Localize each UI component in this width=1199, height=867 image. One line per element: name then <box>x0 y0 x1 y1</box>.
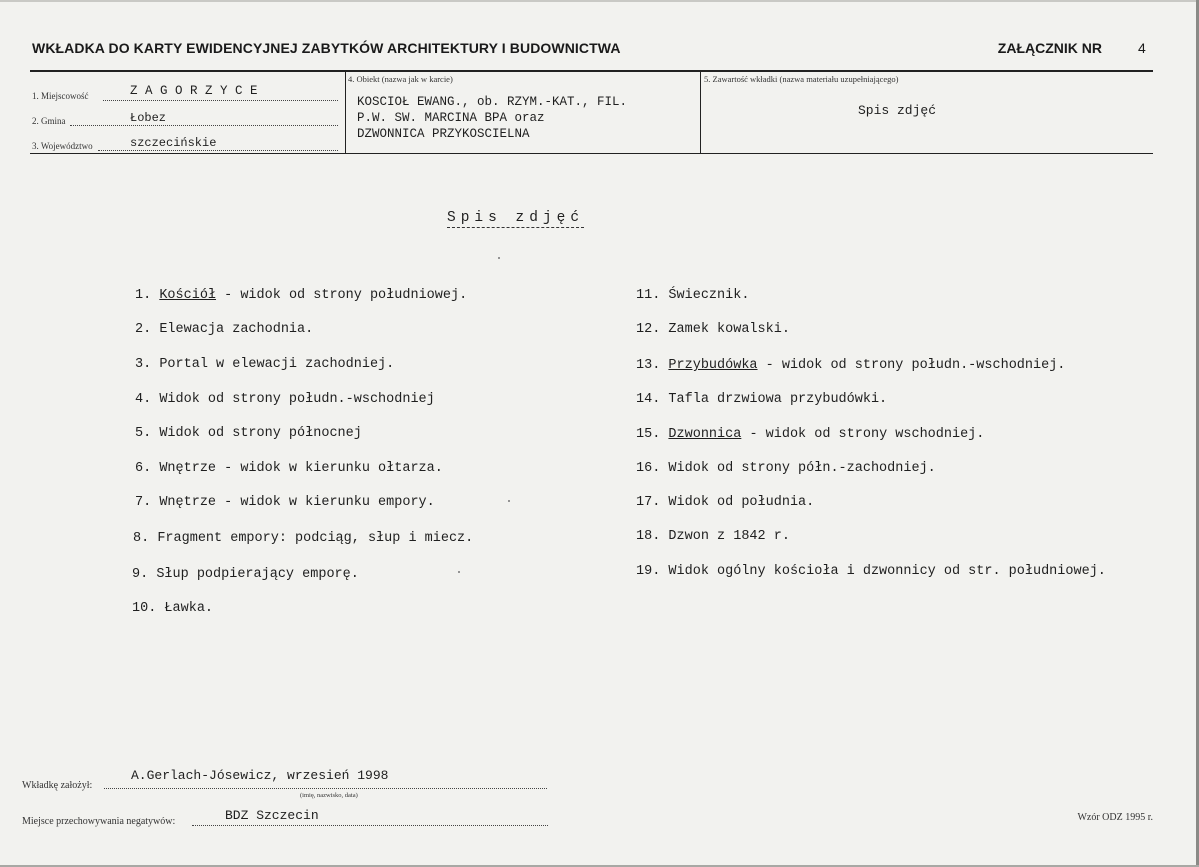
list-item <box>132 601 213 616</box>
list-item <box>636 564 1106 579</box>
list-item <box>135 426 362 441</box>
object-line-1: KOSCIOŁ EWANG., ob. RZYM.-KAT., FIL. <box>357 95 628 109</box>
content-value: Spis zdjęć <box>858 103 937 118</box>
item-text: Świecznik. <box>668 288 750 303</box>
locality-value: Z A G O R Z Y C E <box>130 84 258 98</box>
list-item <box>636 529 790 544</box>
item-text: Ławka. <box>164 601 214 616</box>
item-subject: Przybudówka <box>668 358 758 373</box>
field-divider-1 <box>345 72 346 154</box>
item-number: 15. <box>636 427 661 442</box>
list-item <box>133 531 473 546</box>
object-label: 4. Obiekt (nazwa jak w karcie) <box>348 74 453 84</box>
item-number: 2. <box>135 322 152 337</box>
list-item <box>135 495 435 510</box>
list-item <box>135 357 394 372</box>
item-number: 16. <box>636 461 661 476</box>
scan-speck <box>498 257 500 259</box>
author-label: Wkładkę założył: <box>22 780 93 791</box>
locality-dotted-line <box>103 100 338 101</box>
list-item <box>132 567 359 582</box>
item-number: 8. <box>133 531 150 546</box>
item-number: 10. <box>132 601 157 616</box>
list-item <box>135 288 467 303</box>
author-hint: (imię, nazwisko, data) <box>300 792 358 799</box>
list-item <box>636 495 814 510</box>
item-text: Portal w elewacji zachodniej. <box>159 357 395 372</box>
voivodeship-label: 3. Województwo <box>32 141 93 151</box>
voivodeship-dotted-line <box>98 150 338 151</box>
annex-label: ZAŁĄCZNIK NR <box>997 40 1102 56</box>
storage-label: Miejsce przechowywania negatywów: <box>22 816 176 827</box>
list-item <box>636 427 984 442</box>
scan-speck <box>508 500 510 502</box>
item-number: 17. <box>636 495 661 510</box>
item-number: 14. <box>636 392 661 407</box>
scan-speck <box>458 571 460 573</box>
item-text: Zamek kowalski. <box>668 322 790 337</box>
municipality-value: Łobez <box>130 111 167 125</box>
list-item <box>636 392 887 407</box>
item-number: 18. <box>636 529 661 544</box>
field-divider-2 <box>700 72 701 154</box>
item-text: Elewacja zachodnia. <box>159 322 314 337</box>
item-number: 7. <box>135 495 152 510</box>
content-label: 5. Zawartość wkładki (nazwa materiału uzupełniającego) <box>704 74 899 84</box>
item-number: 6. <box>135 461 152 476</box>
fields-bottom-rule <box>30 153 1153 154</box>
list-item <box>636 288 749 303</box>
item-number: 19. <box>636 564 661 579</box>
list-item <box>135 461 443 476</box>
municipality-dotted-line <box>70 125 338 126</box>
item-number: 9. <box>132 567 149 582</box>
item-text: Widok od strony północnej <box>159 426 362 441</box>
storage-value: BDZ Szczecin <box>225 808 319 823</box>
item-number: 13. <box>636 358 661 373</box>
item-number: 11. <box>636 288 661 303</box>
item-text: Wnętrze - widok w kierunku ołtarza. <box>159 461 443 476</box>
object-name <box>357 94 627 142</box>
item-text: Dzwon z 1842 r. <box>668 529 790 544</box>
list-heading: Spis zdjęć <box>447 210 585 226</box>
author-value: A.Gerlach-Jósewicz, wrzesień 1998 <box>131 768 389 783</box>
list-item <box>636 322 790 337</box>
item-text: Słup podpierający emporę. <box>156 567 359 582</box>
voivodeship-value: szczecińskie <box>130 136 217 150</box>
item-text: Fragment empory: podciąg, słup i miecz. <box>157 531 474 546</box>
item-text: Widok od strony półn.-zachodniej. <box>668 461 936 476</box>
item-number: 4. <box>135 392 152 407</box>
item-text: Wnętrze - widok w kierunku empory. <box>159 495 435 510</box>
form-title: WKŁADKA DO KARTY EWIDENCYJNEJ ZABYTKÓW ARCHITEKTURY I BUDOWNICTWA <box>32 40 621 56</box>
item-text: Widok ogólny kościoła i dzwonnicy od str. południowej. <box>668 564 1106 579</box>
item-text: - widok od strony wschodniej. <box>741 427 985 442</box>
list-item <box>636 461 936 476</box>
annex-number: 4 <box>1138 40 1146 56</box>
item-subject: Kościół <box>159 288 217 303</box>
list-item <box>135 392 435 407</box>
municipality-label: 2. Gmina <box>32 116 66 126</box>
item-text: - widok od strony południowej. <box>216 288 468 303</box>
form-template-id: Wzór ODZ 1995 r. <box>1077 812 1153 823</box>
locality-label: 1. Miejscowość <box>32 91 89 101</box>
item-number: 1. <box>135 288 152 303</box>
header-rule <box>30 70 1153 72</box>
item-number: 3. <box>135 357 152 372</box>
card-top-edge <box>0 0 1199 2</box>
author-dotted-line <box>104 788 547 789</box>
item-text: Widok od południa. <box>668 495 815 510</box>
item-number: 12. <box>636 322 661 337</box>
object-line-3: DZWONNICA PRZYKOSCIELNA <box>357 127 530 141</box>
item-text: - widok od strony połudn.-wschodniej. <box>757 358 1066 373</box>
list-item <box>636 358 1065 373</box>
object-line-2: P.W. SW. MARCINA BPA oraz <box>357 111 545 125</box>
storage-dotted-line <box>192 825 548 826</box>
item-subject: Dzwonnica <box>668 427 742 442</box>
item-text: Tafla drzwiowa przybudówki. <box>668 392 888 407</box>
item-number: 5. <box>135 426 152 441</box>
item-text: Widok od strony połudn.-wschodniej <box>159 392 435 407</box>
list-item <box>135 322 313 337</box>
